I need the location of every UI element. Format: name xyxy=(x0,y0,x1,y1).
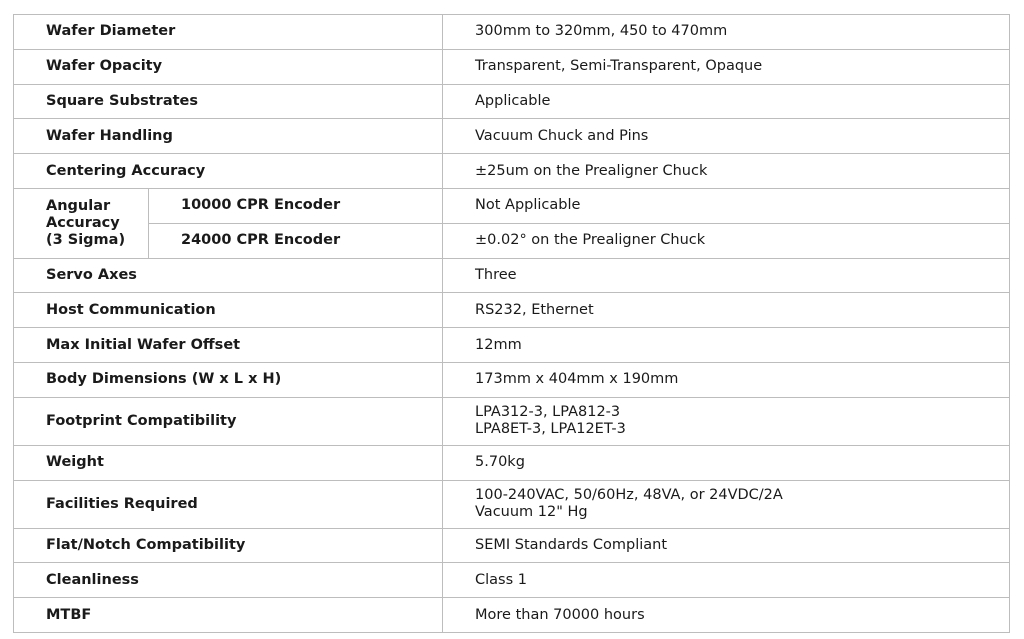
row-value: Class 1 xyxy=(443,563,1010,598)
value-line: Vacuum 12" Hg xyxy=(475,504,588,521)
table-row xyxy=(14,223,1010,258)
angular-label-line: Accuracy xyxy=(46,214,120,231)
row-label: Centering Accuracy xyxy=(14,154,443,189)
angular-label-line: (3 Sigma) xyxy=(46,231,126,248)
row-value: Vacuum Chuck and Pins xyxy=(443,119,1010,154)
value-line: LPA312-3, LPA812-3 xyxy=(475,404,621,421)
angular-label-line: Angular xyxy=(46,197,111,214)
row-value: Not Applicable xyxy=(443,188,1010,223)
table-row xyxy=(14,362,1010,397)
value-line: 100-240VAC, 50/60Hz, 48VA, or 24VDC/2A xyxy=(475,487,783,504)
table-row xyxy=(14,397,1010,445)
row-value: ±0.02° on the Prealigner Chuck xyxy=(443,223,1010,258)
row-value: SEMI Standards Compliant xyxy=(443,528,1010,563)
row-label: Body Dimensions (W x L x H) xyxy=(14,362,443,397)
table-row xyxy=(14,154,1010,189)
row-label: Flat/Notch Compatibility xyxy=(14,528,443,563)
row-label: Wafer Handling xyxy=(14,119,443,154)
value-line: LPA8ET-3, LPA12ET-3 xyxy=(475,421,626,438)
row-label: Wafer Diameter xyxy=(14,15,443,50)
encoder-label: 10000 CPR Encoder xyxy=(149,188,443,223)
row-value: RS232, Ethernet xyxy=(443,293,1010,328)
table-row xyxy=(14,49,1010,84)
row-value: ±25um on the Prealigner Chuck xyxy=(443,154,1010,189)
table-row xyxy=(14,445,1010,480)
row-label: Square Substrates xyxy=(14,84,443,119)
row-value: More than 70000 hours xyxy=(443,598,1010,633)
row-value: 300mm to 320mm, 450 to 470mm xyxy=(443,15,1010,50)
row-value: 12mm xyxy=(443,328,1010,363)
row-label: Host Communication xyxy=(14,293,443,328)
table-row xyxy=(14,15,1010,50)
table-row xyxy=(14,328,1010,363)
row-value xyxy=(443,480,1010,528)
row-label: Cleanliness xyxy=(14,563,443,598)
row-label: Weight xyxy=(14,445,443,480)
table-row xyxy=(14,188,1010,223)
row-label: MTBF xyxy=(14,598,443,633)
row-label: Footprint Compatibility xyxy=(14,397,443,445)
row-label: Max Initial Wafer Offset xyxy=(14,328,443,363)
row-value xyxy=(443,397,1010,445)
row-value: Three xyxy=(443,258,1010,293)
table-row xyxy=(14,293,1010,328)
table-row xyxy=(14,119,1010,154)
row-value: Transparent, Semi-Transparent, Opaque xyxy=(443,49,1010,84)
row-value: 173mm x 404mm x 190mm xyxy=(443,362,1010,397)
angular-accuracy-label xyxy=(14,188,149,258)
row-label: Facilities Required xyxy=(14,480,443,528)
table-row xyxy=(14,258,1010,293)
table-row xyxy=(14,84,1010,119)
table-row xyxy=(14,598,1010,633)
row-label: Servo Axes xyxy=(14,258,443,293)
row-value: Applicable xyxy=(443,84,1010,119)
row-label: Wafer Opacity xyxy=(14,49,443,84)
table-row xyxy=(14,528,1010,563)
table-row xyxy=(14,480,1010,528)
row-value: 5.70kg xyxy=(443,445,1010,480)
spec-table xyxy=(13,14,1010,633)
table-row xyxy=(14,563,1010,598)
encoder-label: 24000 CPR Encoder xyxy=(149,223,443,258)
